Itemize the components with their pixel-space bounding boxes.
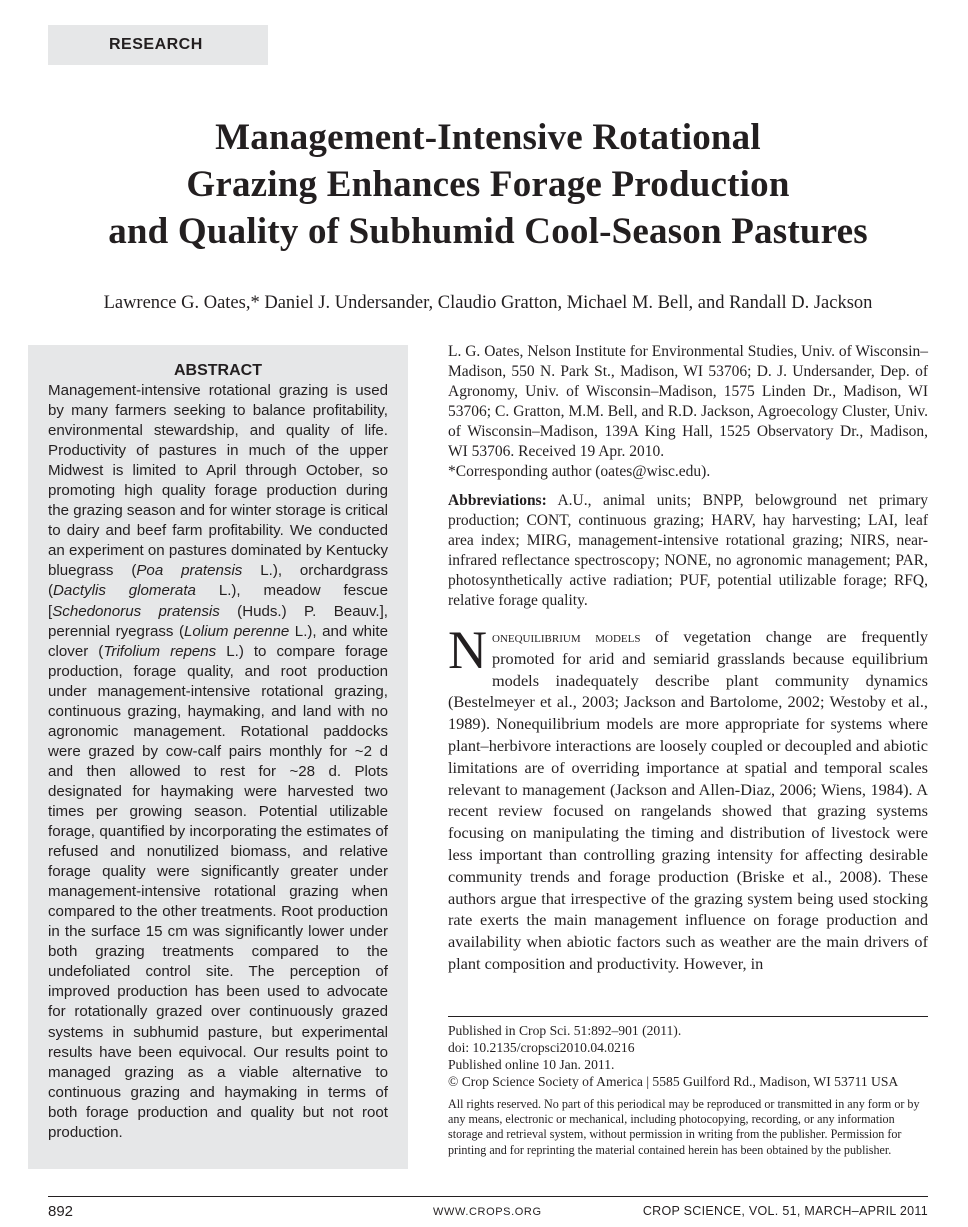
doi-line: doi: 10.2135/cropsci2010.04.0216 [448,1040,635,1055]
corresponding-author: *Corresponding author (oates@wisc.edu). [448,463,711,480]
body-paragraph: of vegetation change are frequently promoted for arid and semiarid grasslands because equilibrium models inadequately describe plant community dynamics (Bestelmeyer et al., 2003; Jackson and Bartolome, 2002; Westoby et al., 1989). Nonequilibrium models are more appropriate for systems where plant–herbivore interactions are loosely coupled or decoupled and abiotic limitations are of overriding importance at spatial and temporal scales relevant to management (Jackson and Allen-Diaz, 2006; Wiens, 1984). A recent review focused on rangelands showed that grazing systems focusing on manipulating the timing and distribution of livestock were less important than controlling grazing intensity for affecting desirable community trends and forage production (Briske et al., 2008). These authors argue that irrespective of the grazing system being used stocking rate exerts the main management influence on forage production and availability when abiotic factors such as weather are the main drivers of plant composition and productivity. However, in [448,627,928,973]
species-name: Trifolium repens [103,642,217,660]
abstract-box [28,345,408,1169]
rights-notice: All rights reserved. No part of this periodical may be reproduced or transmitted in any form or by any means, electronic or mechanical, including photocopying, recording, or any information storage and retrieval system, without permission in writing from the publisher. Permission for printing and for reprinting the material contained herein has been obtained by the publisher. [448,1097,920,1157]
publication-line: Published online 10 Jan. 2011. [448,1057,615,1072]
publication-divider [448,1016,928,1017]
abstract-heading: ABSTRACT [174,362,262,379]
footer-divider [48,1196,928,1197]
title-line: and Quality of Subhumid Cool-Season Pastures [108,211,868,252]
species-name: Lolium perenne [183,622,290,640]
body-text [448,620,928,975]
affiliation-block [448,342,928,482]
abbreviations-label: Abbreviations: [448,492,547,509]
abstract-segment: L.), and white clover ( [48,622,388,660]
lead-in-smallcaps: onequilibrium models [492,627,641,646]
affiliation-text: L. G. Oates, Nelson Institute for Environmental Studies, Univ. of Wisconsin–Madison, 550 N. Park St., Madison, WI 53706; D. J. Undersander, Dep. of Agronomy, Univ. of Wisconsin–Madison, 1575 Linden Dr., Madison, WI 53706; C. Gratton, M.M. Bell, and R.D. Jackson, Agroecology Cluster, Univ. of Wisconsin–Madison, 139A King Hall, 1525 Observatory Dr., Madison, WI 53706. Received 19 Apr. 2010. [448,343,928,460]
drop-cap: N [448,620,487,680]
abstract-segment: L.) to compare forage production, forage quality, and root production under management-intensive rotational grazing, continuous grazing, haymaking, and land with no agronomic management. Rotational paddocks were grazed by cow-calf pairs monthly for ~2 d and then allowed to rest for ~28 d. Plots designated for haymaking were harvested two times per growing season. Potential utilizable forage, quantified by incorporating the estimates of refused and nonutilized biomass, and relative forage quality were significantly greater under management-intensive rotational grazing when compared to the other treatments. Root production in the surface 15 cm was significantly lower under both grazing treatments compared to the undefoliated control site. The perception of improved production has been used to advocate for rotationally grazed over continuously grazed systems in subhumid pasture, but experimental results have been equivocal. Our results point to managed grazing as a viable alternative to continuous grazing and haymaking in terms of both forage production and quality but not root production. [48,642,388,1141]
section-tag: RESEARCH [48,25,268,65]
species-name: Schedonorus pratensis [52,602,220,620]
abstract-segment: L.), orchardgrass ( [48,562,388,600]
copyright-line: © Crop Science Society of America | 5585 Guilford Rd., Madison, WI 53711 USA [448,1074,899,1089]
title-line: Grazing Enhances Forage Production [186,164,790,205]
journal-website: WWW.CROPS.ORG [433,1206,542,1218]
title-line: Management-Intensive Rotational [215,117,761,158]
abstract-segment: L.), meadow fescue [ [48,582,388,620]
abbreviations-text: A.U., animal units; BNPP, belowground net primary production; CONT, continuous grazing; HARV, hay harvesting; LAI, leaf area index; MIRG, management-intensive rotational grazing; NIRS, near-infrared reflectance spectroscopy; NONE, no agronomic management; PAR, photosynthetically active radiation; PUF, potential utilizable forage; RFQ, relative forage quality. [448,492,928,609]
abbreviations-block [448,491,928,611]
author-list: Lawrence G. Oates,* Daniel J. Undersander, Claudio Gratton, Michael M. Bell, and Randall D. Jackson [103,293,873,313]
article-title [40,114,936,255]
page-number: 892 [48,1203,74,1220]
publication-info [448,1022,928,1090]
journal-citation: CROP SCIENCE, VOL. 51, MARCH–APRIL 2011 [642,1204,928,1218]
abstract-text [48,381,388,1143]
publication-line: Published in Crop Sci. 51:892–901 (2011). [448,1023,682,1038]
abstract-segment: (Huds.) P. Beauv.], perennial ryegrass ( [48,602,388,640]
abstract-segment: Management-intensive rotational grazing is used by many farmers seeking to balance profitability, environmental stewardship, and quality of life. Productivity of pastures in much of the upper Midwest is limited to April through October, so promoting high quality forage production during the grazing season and for winter storage is critical to dairy and beef farm profitability. We conducted an experiment on pastures dominated by Kentucky bluegrass ( [48,382,388,580]
species-name: Dactylis glomerata [53,582,196,600]
species-name: Poa pratensis [136,562,243,580]
